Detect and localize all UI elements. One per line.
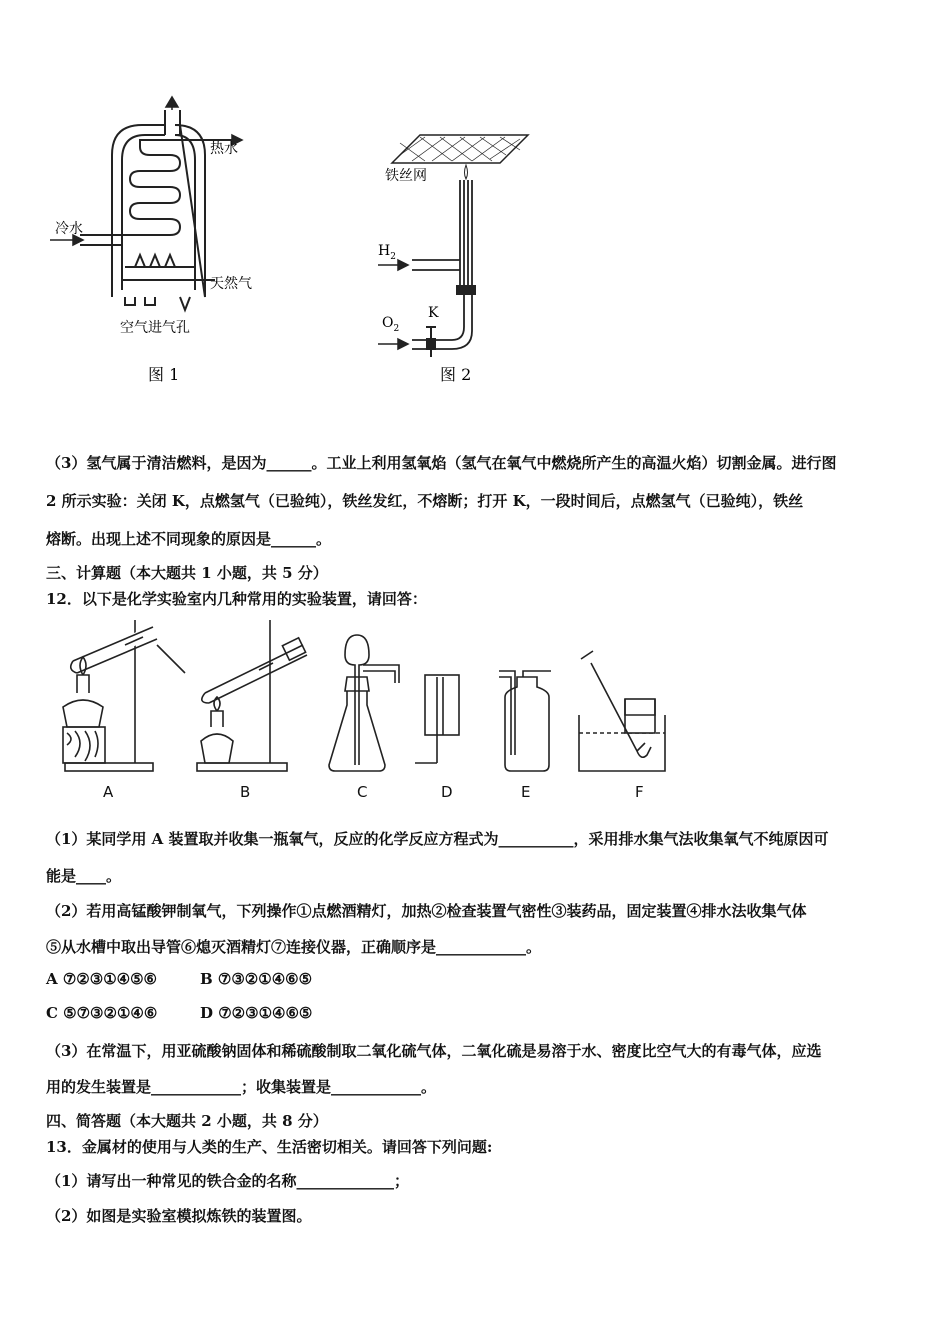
section3-title: 三、计算题（本大题共 1 小题，共 5 分） xyxy=(46,564,328,582)
section4-title: 四、简答题（本大题共 2 小题，共 8 分） xyxy=(46,1112,328,1130)
apparatus-label-c: C xyxy=(357,783,368,801)
apparatus-labels xyxy=(103,783,644,801)
q12-option-a: A ⑦②③①④⑤⑥ xyxy=(46,970,157,988)
label-natural-gas: 天然气 xyxy=(210,276,252,292)
q12-p1-line2: 能是____。 xyxy=(46,867,122,885)
apparatus-label-a: A xyxy=(103,783,114,801)
apparatus-label-d: D xyxy=(441,783,453,801)
q12-p2-line2: ⑤从水槽中取出导管⑥熄灭酒精灯⑦连接仪器，正确顺序是____________。 xyxy=(46,938,542,956)
q12-option-d: D ⑦②③①④⑥⑤ xyxy=(200,1004,313,1022)
label-air-inlet: 空气进气孔 xyxy=(120,320,190,336)
apparatus-label-b: B xyxy=(240,783,251,801)
q12-p3-line1: （3）在常温下，用亚硫酸钠固体和稀硫酸制取二氧化硫气体，二氧化硫是易溶于水、密度比空气大的有毒气体，应选 xyxy=(46,1042,822,1060)
q13-stem: 13．金属材的使用与人类的生产、生活密切相关。请回答下列问题: xyxy=(46,1138,493,1156)
q11-3-line1: （3）氢气属于清洁燃料，是因为______。工业上利用氢氧焰（氢气在氧气中燃烧所产生的高温火焰）切割金属。进行图 xyxy=(46,454,837,472)
q12-p2-line1: （2）若用高锰酸钾制氧气，下列操作①点燃酒精灯，加热②检查装置气密性③装药品，固定装置④排水法收集气体 xyxy=(46,902,807,920)
apparatus-f xyxy=(579,651,665,771)
apparatus-figure xyxy=(55,615,695,805)
apparatus-label-e: E xyxy=(521,783,531,801)
apparatus-label-f: F xyxy=(635,783,644,801)
q13-p1: （1）请写出一种常见的铁合金的名称_____________； xyxy=(46,1172,409,1190)
label-iron-mesh: 铁丝网 xyxy=(385,168,427,184)
q11-3-line3: 熔断。出现上述不同现象的原因是______。 xyxy=(46,530,332,548)
apparatus-d xyxy=(415,675,459,763)
apparatus-a xyxy=(63,620,185,771)
q13-p2: （2）如图是实验室模拟炼铁的装置图。 xyxy=(46,1207,312,1225)
label-valve-k: K xyxy=(428,305,439,321)
q12-stem: 12．以下是化学实验室内几种常用的实验装置，请回答： xyxy=(46,590,427,608)
q12-p3-line2: 用的发生装置是____________；收集装置是____________。 xyxy=(46,1078,437,1096)
q12-p1-line1: （1）某同学用 A 装置取并收集一瓶氧气，反应的化学反应方程式为__________，采用排水集气法收集氧气不纯原因可 xyxy=(46,830,829,848)
figures-1-2 xyxy=(40,95,560,395)
label-cold-water: 冷水 xyxy=(55,221,83,237)
figure1-caption: 图 1 xyxy=(148,365,180,384)
apparatus-c xyxy=(329,635,399,771)
figure2-caption: 图 2 xyxy=(440,365,472,384)
apparatus-b xyxy=(197,620,307,771)
q12-option-c: C ⑤⑦③②①④⑥ xyxy=(46,1004,158,1022)
label-hot-water: 热水 xyxy=(210,141,238,157)
q12-option-b: B ⑦③②①④⑥⑤ xyxy=(200,970,313,988)
label-o2: $O_2$ xyxy=(382,315,400,334)
q11-3-line2: 2 所示实验：关闭 K，点燃氢气（已验纯），铁丝发红，不熔断；打开 K，一段时间后，点燃氢气（已验纯），铁丝 xyxy=(46,492,804,510)
label-h2: $H_2$ xyxy=(378,243,396,262)
apparatus-e xyxy=(499,671,551,771)
